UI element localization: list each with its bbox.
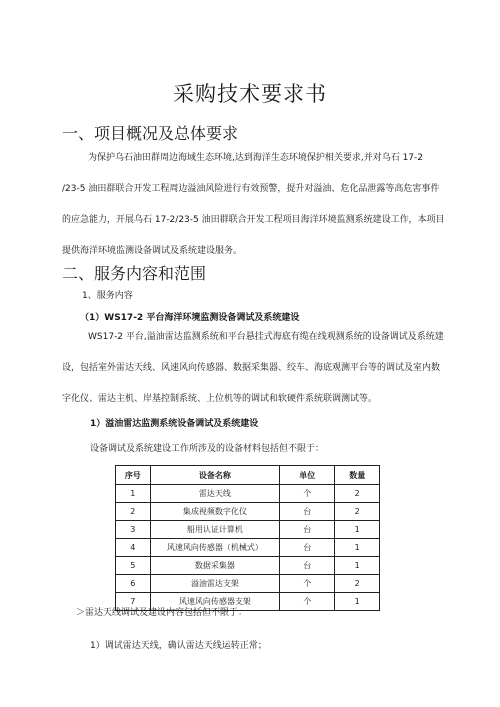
header-seq: 序号 [116,466,151,485]
cell-seq: 6 [116,575,151,593]
cell-seq: 4 [116,539,151,557]
section2-heading: 二、服务内容和范围 [62,264,207,283]
cell-qty: 2 [335,575,380,593]
cell-seq: 1 [116,485,151,503]
subsection-paragraph [62,322,442,415]
paragraph-line: 字化仪、雷达主机、岸基控制系统、上位机等的调试和软硬件系统联调测试等。 [62,394,378,404]
paragraph-line: 为保护乌石油田群周边海域生态环境,达到海洋生态环境保护相关要求,并对乌石 17-2 [88,153,424,163]
table-intro: 设备调试及系统建设工作所涉及的设备材料包括但不限于： [90,444,325,454]
cell-qty: 1 [335,557,380,575]
cell-name: 船用认证计算机 [150,521,279,539]
cell-seq: 7 [116,593,151,611]
table-row [116,539,380,557]
cell-unit: 台 [280,503,335,521]
cell-unit: 个 [280,485,335,503]
equipment-table [115,465,380,611]
cell-unit: 个 [280,593,335,611]
paragraph-line: WS17-2 平台,溢油雷达监测系统和平台悬挂式海底有缆在线观测系统的设备调试及系统建 [88,332,444,342]
cell-unit: 个 [280,575,335,593]
paragraph-line: 提供海洋环境监测设备调试及系统建设服务。 [62,246,243,256]
table-row [116,485,380,503]
sub-subsection-heading: 1）溢油雷达监测系统设备调试及系统建设 [90,419,259,429]
table-row [116,557,380,575]
paragraph-line: /23-5 油田群联合开发工程周边溢油风险进行有效预警，提升对溢油、危化品泄露等高危害事件 [62,184,440,194]
table-header-row [116,466,380,485]
header-qty: 数量 [335,466,380,485]
cell-unit: 台 [280,521,335,539]
cell-qty: 2 [335,503,380,521]
subsection-heading: （1）WS17-2 平台海洋环境监测设备调试及系统建设 [80,313,300,323]
cell-name: 风速风向传感器（机械式） [150,539,279,557]
service-content-label: 1、服务内容 [82,291,133,301]
cell-qty: 1 [335,593,380,611]
section1-paragraph [62,143,445,267]
header-name: 设备名称 [150,466,279,485]
cell-unit: 台 [280,539,335,557]
table-row [116,521,380,539]
document-title: 采购技术要求书 [173,82,327,106]
section1-heading: 一、项目概况及总体要求 [62,124,239,143]
cell-qty: 2 [335,485,380,503]
cell-name: 集成视频数字化仪 [150,503,279,521]
cell-seq: 5 [116,557,151,575]
cell-unit: 台 [280,557,335,575]
cell-name: 雷达天线 [150,485,279,503]
cell-name: 风速风向传感器支架 [150,593,279,611]
paragraph-line: 设，包括室外雷达天线、风速风向传感器、数据采集器、绞车、海底观测平台等的调试及室内数 [62,363,441,373]
header-unit: 单位 [280,466,335,485]
cell-qty: 1 [335,539,380,557]
cell-seq: 3 [116,521,151,539]
cell-seq: 2 [116,503,151,521]
cell-name: 溢油雷达支架 [150,575,279,593]
list-item: 1）调试雷达天线，确认雷达天线运转正常； [90,641,267,651]
cell-qty: 1 [335,521,380,539]
radar-antenna-scope: ＞雷达天线调试及建设内容包括但不限于： [76,608,248,618]
table-row [116,503,380,521]
paragraph-line: 的应急能力，开展乌石 17-2/23-5 油田群联合开发工程项目海洋环境监测系统建设工作，本项目 [62,215,445,225]
table-row [116,575,380,593]
cell-name: 数据采集器 [150,557,279,575]
